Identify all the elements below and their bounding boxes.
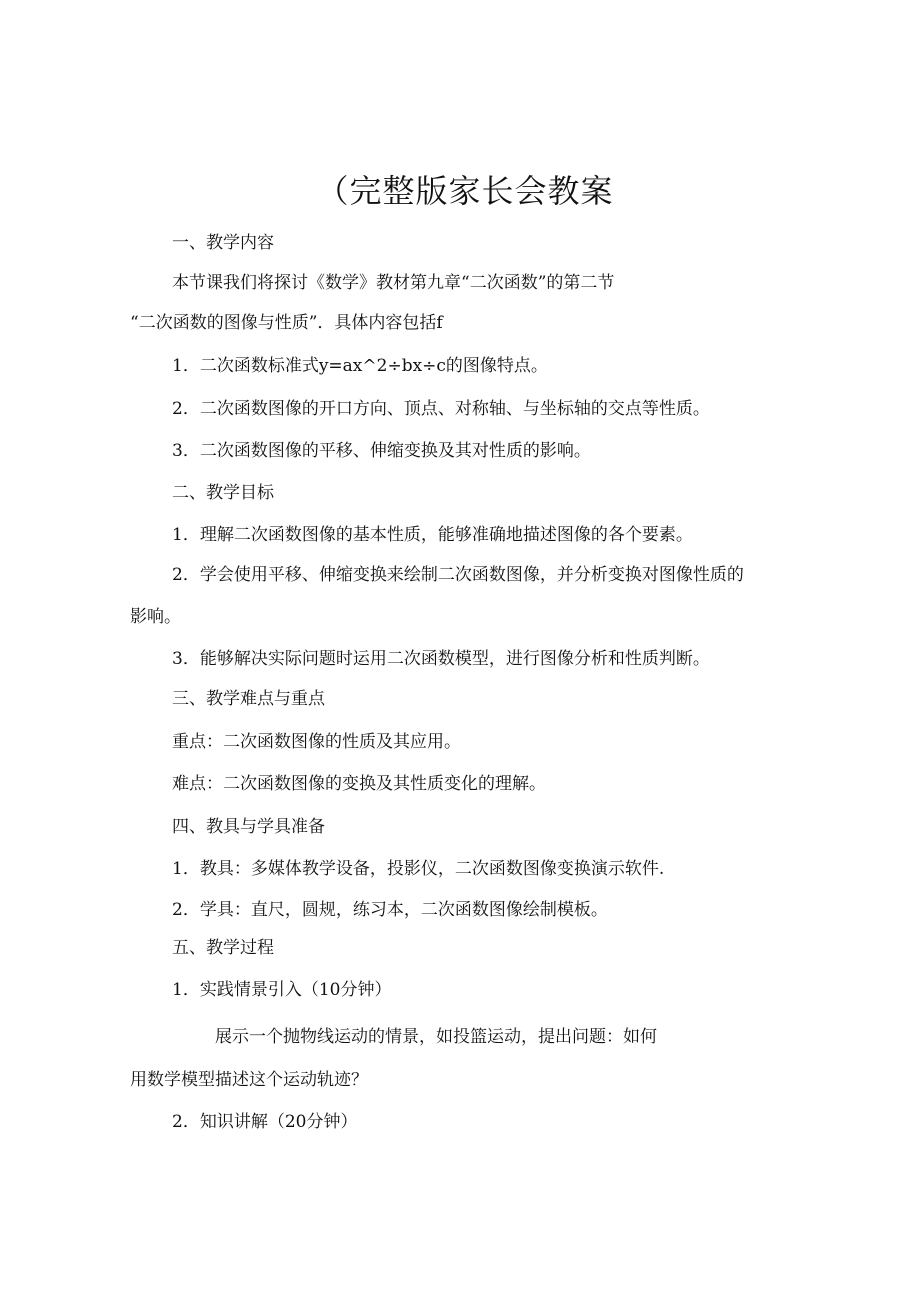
list-item: 1．理解二次函数图像的基本性质，能够准确地描述图像的各个要素。: [172, 525, 693, 545]
paragraph-line: “二次函数的图像与性质”．具体内容包括f: [130, 313, 443, 333]
list-item: 2．学具：直尺，圆规，练习本，二次函数图像绘制模板。: [172, 900, 608, 920]
list-item: 2．二次函数图像的开口方向、顶点、对称轴、与坐标轴的交点等性质。: [172, 399, 710, 419]
list-item: 1．教具：多媒体教学设备，投影仪，二次函数图像变换演示软件.: [172, 859, 665, 879]
list-item: 1．实践情景引入（10分钟）: [172, 980, 392, 1000]
section-heading: 四、教具与学具准备: [172, 817, 325, 837]
list-item: 2．学会使用平移、伸缩变换来绘制二次函数图像，并分析变换对图像性质的: [172, 565, 744, 585]
list-item: 1．二次函数标准式y=ax^2÷bx÷c的图像特点。: [172, 356, 548, 376]
list-item: 3．能够解决实际问题时运用二次函数模型，进行图像分析和性质判断。: [172, 649, 710, 669]
paragraph-line: 用数学模型描述这个运动轨迹？: [130, 1070, 368, 1090]
paragraph-line: 展示一个抛物线运动的情景，如投篮运动，提出问题：如何: [215, 1027, 657, 1047]
list-item: 2．知识讲解（20分钟）: [172, 1112, 358, 1132]
document-title: （完整版家长会教案: [316, 172, 614, 210]
section-heading: 一、教学内容: [172, 233, 274, 253]
section-heading: 五、教学过程: [172, 938, 274, 958]
list-item: 3．二次函数图像的平移、伸缩变换及其对性质的影响。: [172, 441, 591, 461]
paragraph-line: 重点：二次函数图像的性质及其应用。: [172, 732, 461, 752]
paragraph-line: 影响。: [130, 607, 181, 627]
paragraph-line: 本节课我们将探讨《数学》教材第九章“二次函数”的第二节: [172, 273, 615, 293]
paragraph-line: 难点：二次函数图像的变换及其性质变化的理解。: [172, 774, 546, 794]
section-heading: 三、教学难点与重点: [172, 689, 325, 709]
section-heading: 二、教学目标: [172, 483, 274, 503]
